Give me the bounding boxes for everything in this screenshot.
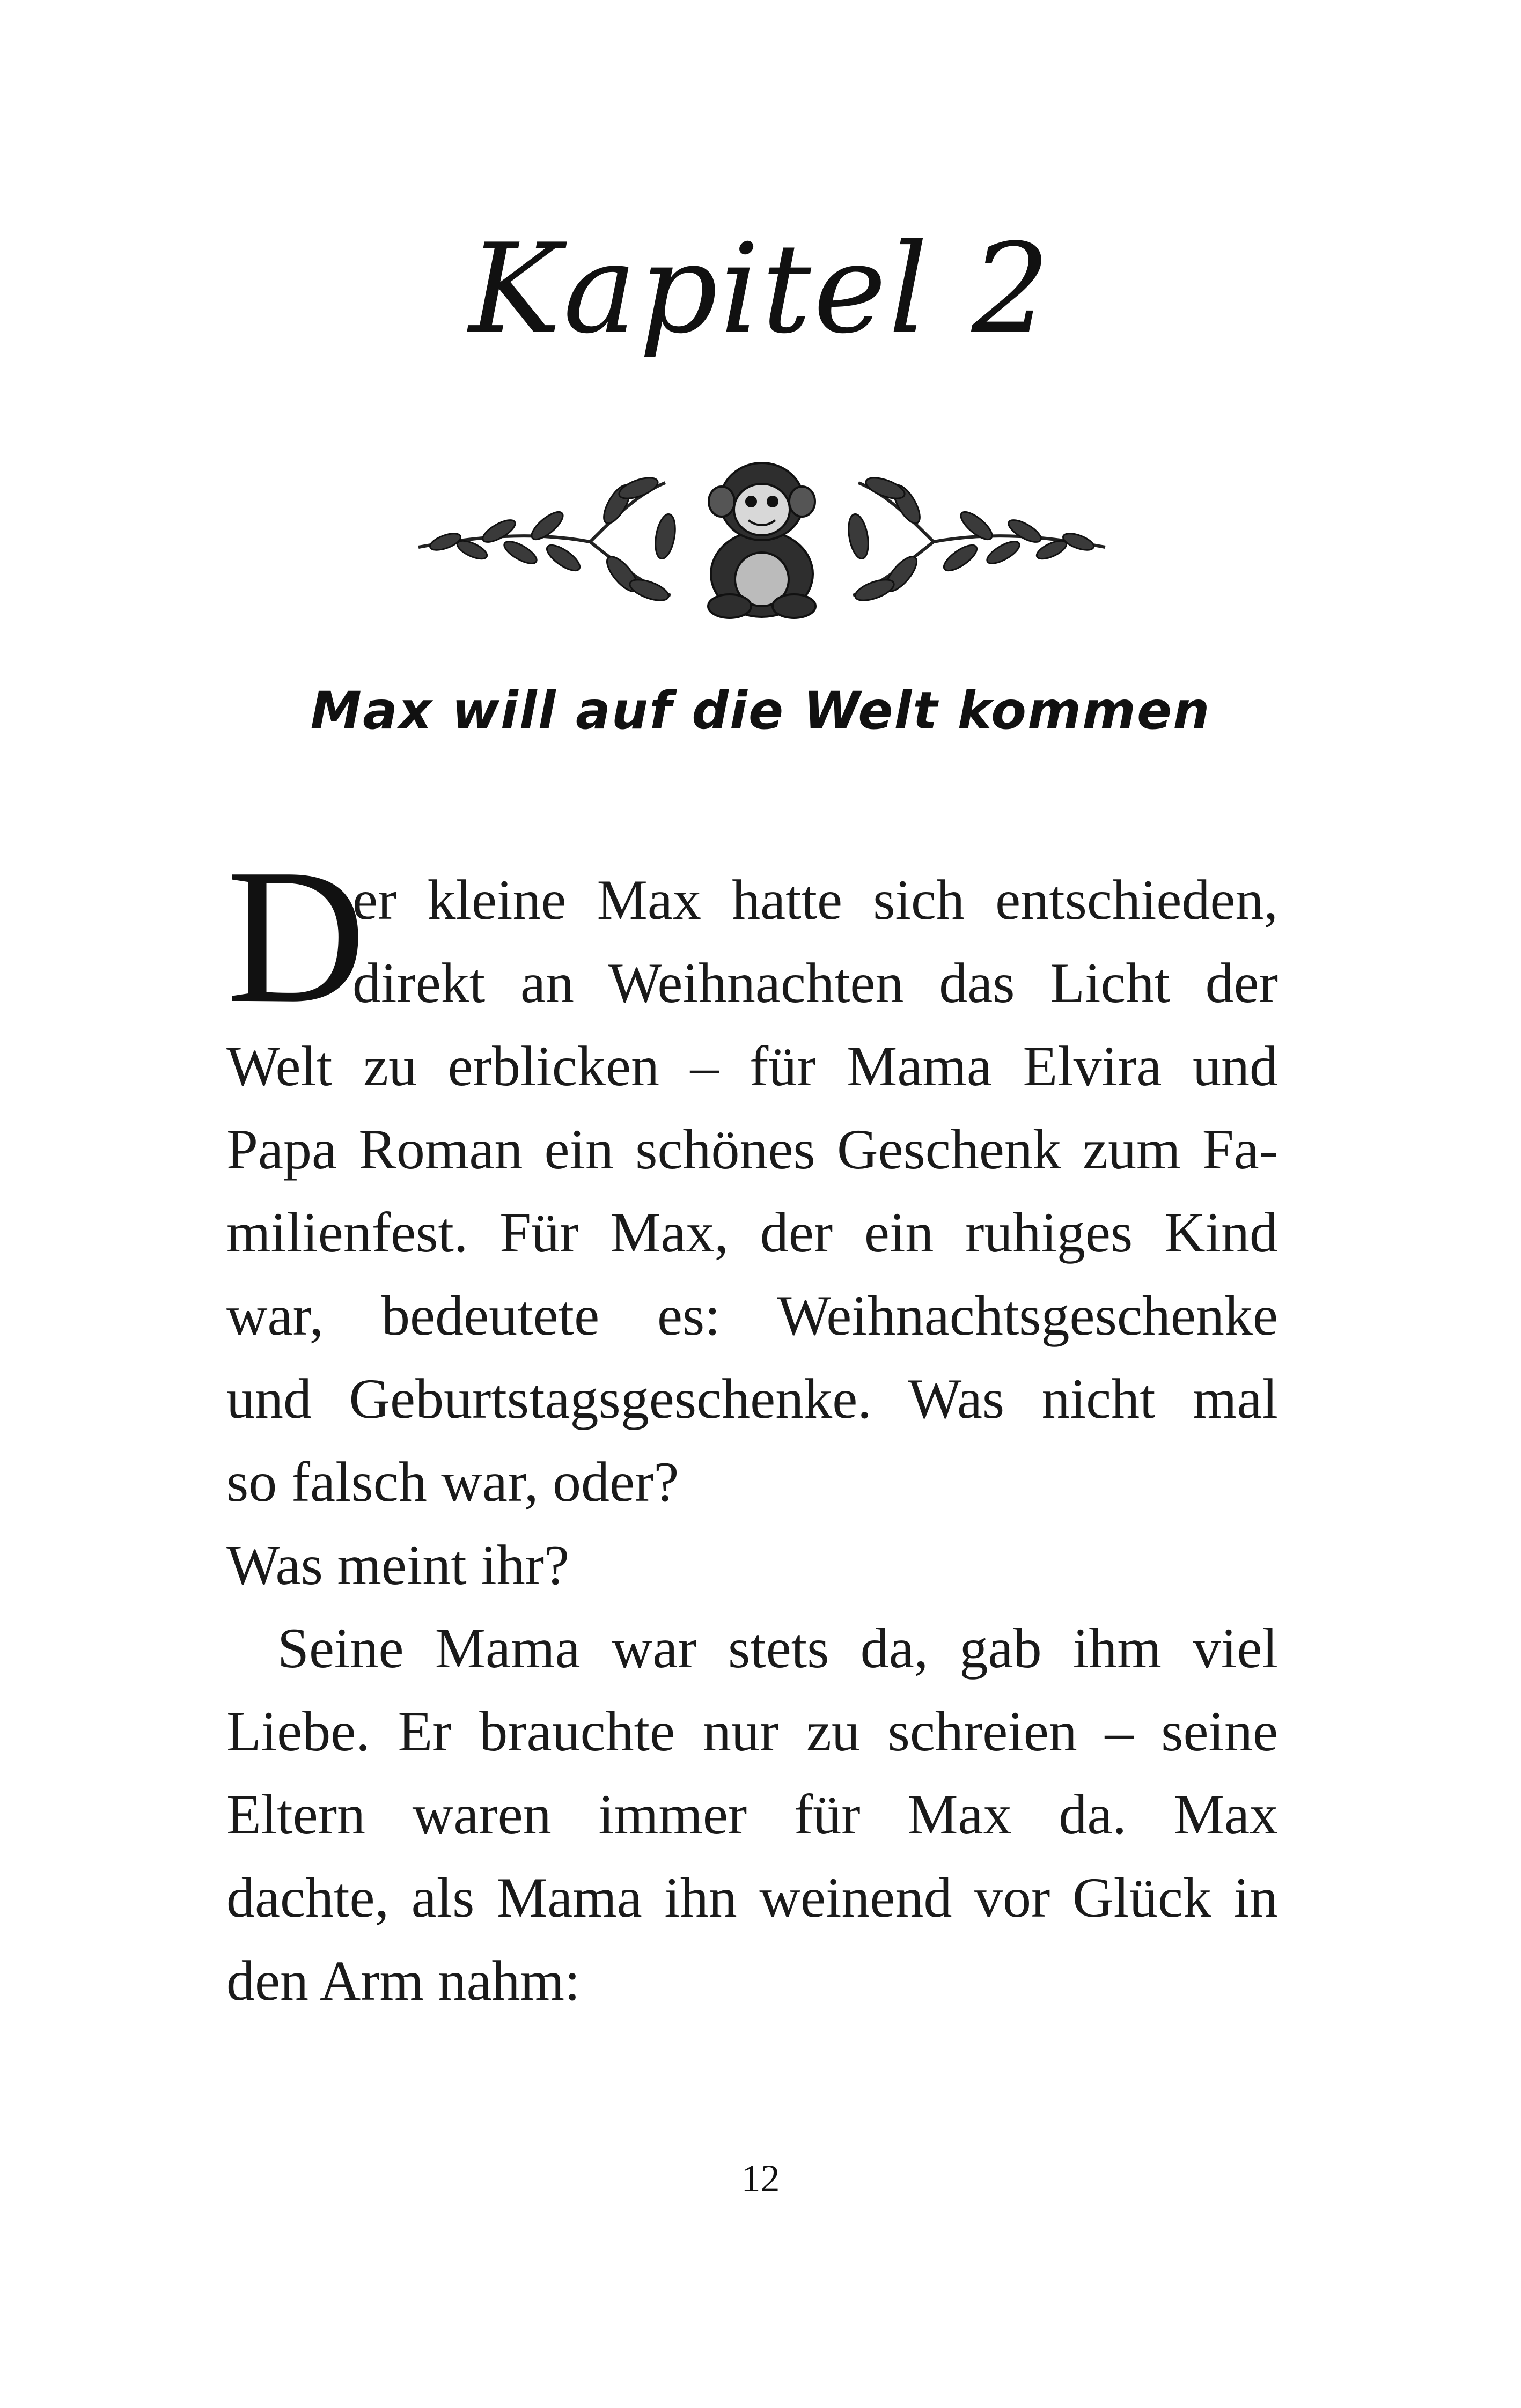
page-number: 12: [741, 2157, 780, 2200]
text-line: war, bedeutete es: Weihnachtsgeschenke: [226, 1284, 1278, 1347]
text-line: dachte, als Mama ihn weinend vor Glück in: [226, 1866, 1278, 1929]
monkey-ornament-icon: [413, 451, 1111, 622]
text-line: und Geburtstagsgeschenke. Was nicht mal: [226, 1367, 1278, 1430]
text-line: Was meint ihr?: [226, 1534, 570, 1596]
text-line: milienfest. Für Max, der ein ruhiges Kind: [226, 1201, 1278, 1264]
text-line: er kleine Max hatte sich entschieden,: [352, 868, 1278, 931]
text-line: Papa Roman ein schönes Geschenk zum Fa-: [226, 1118, 1278, 1181]
text-line: den Arm nahm:: [226, 1949, 581, 2012]
chapter-body-text: [226, 858, 1278, 2022]
text-line: Seine Mama war stets da, gab ihm viel: [277, 1617, 1278, 1680]
text-line: Liebe. Er brauchte nur zu schreien – seine: [226, 1700, 1278, 1763]
text-line: Eltern waren immer für Max da. Max: [226, 1783, 1278, 1846]
drop-cap: D: [226, 829, 366, 1043]
chapter-title: Kapitel 2: [468, 218, 1053, 361]
text-line: Welt zu erblicken – für Mama Elvira und: [226, 1035, 1278, 1098]
text-line: so falsch war, oder?: [226, 1450, 679, 1513]
text-line: direkt an Weihnachten das Licht der: [352, 952, 1278, 1014]
chapter-subtitle: Max will auf die Welt kommen: [310, 681, 1211, 741]
